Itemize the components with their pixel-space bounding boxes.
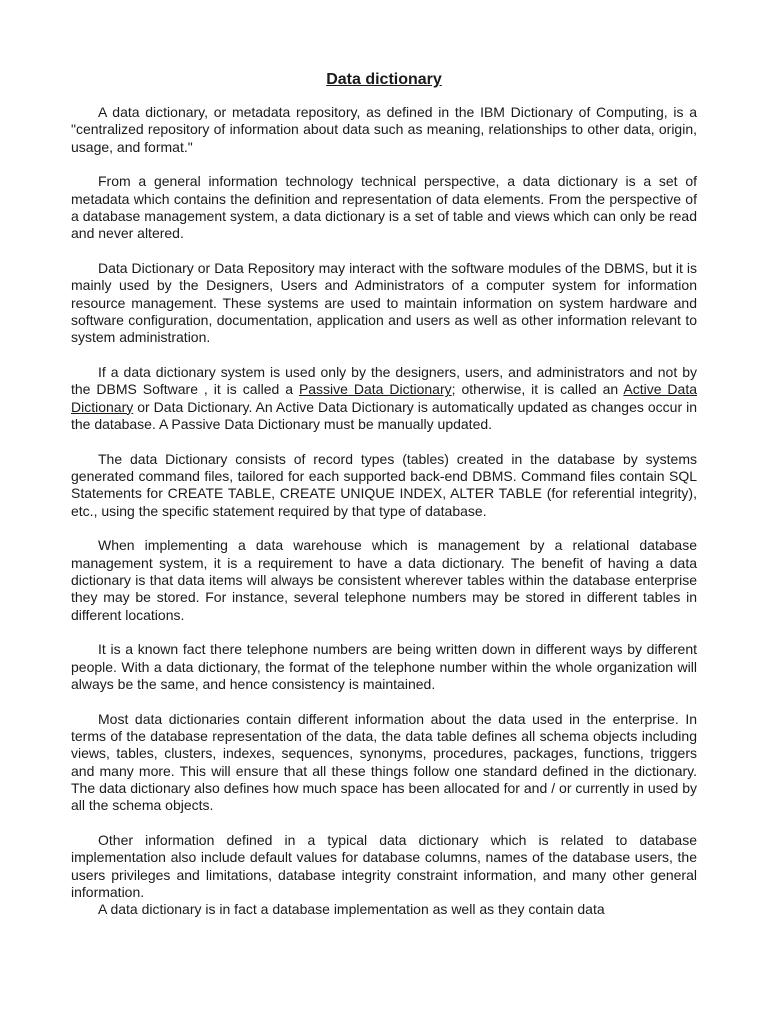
paragraph-5: The data Dictionary consists of record types (tables) created in the database by systems generated command files, tailored for each supported back-end DBMS. Command files contain SQL Statements for CREATE TABLE, CREATE UNIQUE INDEX, ALTER TABLE (for referential integrity), etc., using the specific statement required by that type of database. — [71, 450, 697, 519]
passive-data-dictionary-link[interactable]: Passive Data Dictionary — [298, 381, 452, 398]
paragraph-8: Most data dictionaries contain different information about the data used in the enterprise. In terms of the database representation of the data, the data table defines all schema objects including views, tables, clusters, indexes, sequences, synonyms, procedures, packages, functions, triggers and many more. This will ensure that all these things follow one standard defined in the dictionary. The data dictionary also defines how much space has been allocated for and / or currently in used by all the schema objects. — [71, 710, 697, 814]
document-page — [71, 70, 697, 919]
paragraph-7: It is a known fact there telephone numbers are being written down in different ways by different people. With a data dictionary, the format of the telephone number within the whole organization will always be the same, and hence consistency is maintained. — [71, 641, 697, 693]
page-title: Data dictionary — [326, 71, 442, 88]
paragraph-1: A data dictionary, or metadata repository, as defined in the IBM Dictionary of Computing, is a "centralized repository of information about data such as meaning, relationships to other data, origin, usage, and format." — [71, 104, 697, 155]
paragraph-4 — [71, 364, 697, 433]
paragraph-2: From a general information technology technical perspective, a data dictionary is a set of metadata which contains the definition and representation of data elements. From the perspective of a database management system, a data dictionary is a set of table and views which can only be read and never altered. — [71, 173, 697, 242]
active-data-dictionary-link[interactable]: Active Data Dictionary — [71, 381, 697, 415]
paragraph-10: A data dictionary is in fact a database implementation as well as they contain data — [98, 901, 605, 918]
paragraph-3: Data Dictionary or Data Repository may interact with the software modules of the DBMS, but it is mainly used by the Designers, Users and Administrators of a computer system for information resource management. These systems are used to maintain information on system hardware and software configuration, documentation, application and users as well as other information relevant to system administration. — [71, 260, 697, 346]
paragraph-4-text-a: If a data dictionary system is used only by the designers, users, and administrators and not by the DBMS Software , it is called a — [71, 364, 697, 398]
paragraph-4-text-b: ; otherwise, it is called an — [451, 381, 624, 398]
paragraph-6: When implementing a data warehouse which is management by a relational database management system, it is a requirement to have a data dictionary. The benefit of having a data dictionary is that data items will always be consistent wherever tables within the database enterprise they may be stored. For instance, several telephone numbers may be stored in different tables in different locations. — [71, 537, 697, 623]
paragraph-9: Other information defined in a typical data dictionary which is related to database implementation also include default values for database columns, names of the database users, the users privileges and limitations, database integrity constraint information, and many other general information. — [71, 832, 697, 900]
paragraph-4-text-c: or Data Dictionary. An Active Data Dictionary is automatically updated as changes occur in the database. A Passive Data Dictionary must be manually updated. — [71, 398, 697, 432]
